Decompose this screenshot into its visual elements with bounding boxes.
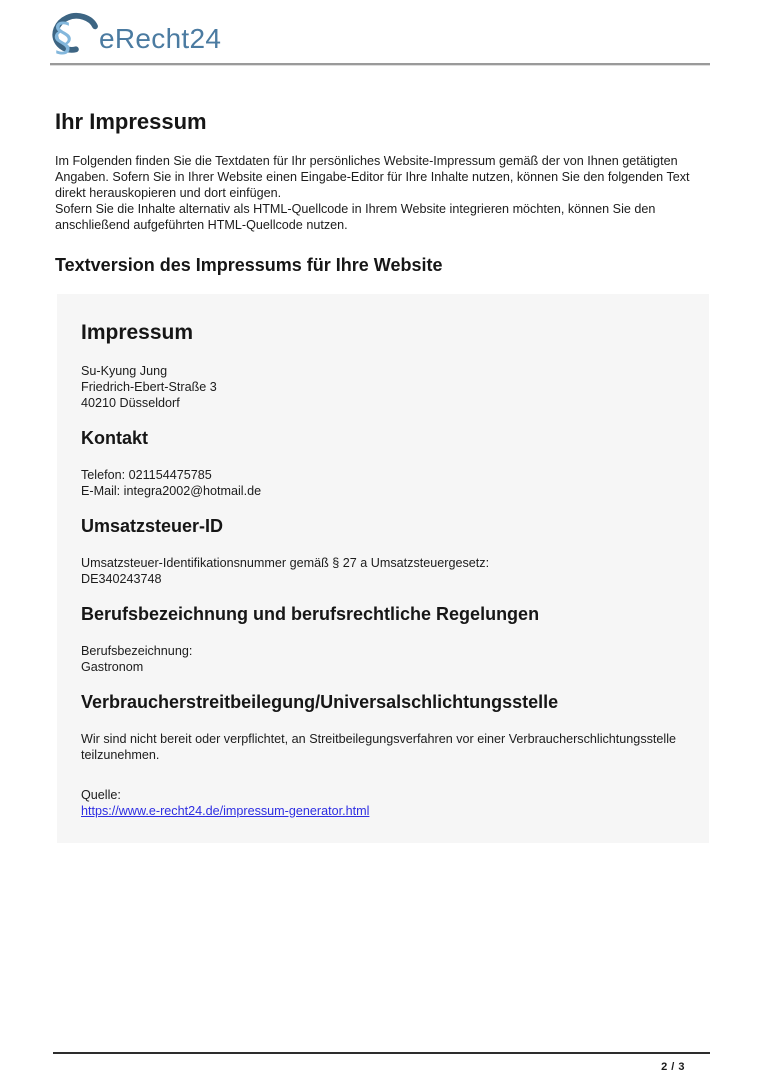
- quelle-label: Quelle:: [81, 788, 121, 802]
- kontakt-heading: Kontakt: [81, 428, 148, 448]
- logo-text: eRecht24: [99, 22, 222, 54]
- email-line: E-Mail: integra2002@hotmail.de: [81, 484, 262, 498]
- telefon-line: Telefon: 021154475785: [81, 468, 212, 482]
- umsatzsteuer-block: [81, 555, 685, 587]
- streitbeilegung-text: Wir sind nicht bereit oder verpflichtet, an Streitbeilegungsverfahren vor einer Verbraucherschlichtungsstelle teilzunehmen.: [81, 732, 677, 762]
- header: [50, 12, 710, 65]
- berufsbezeichnung-block: [81, 643, 685, 675]
- streitbeilegung-heading: Verbraucherstreitbeilegung/Universalschlichtungsstelle: [81, 692, 559, 712]
- intro-paragraph-1: Im Folgenden finden Sie die Textdaten für Ihr persönliches Website-Impressum gemäß der von Ihnen getätigten Angaben. Sofern Sie in Ihrer Website einen Eingabe-Editor für Ihre Inhalte nutzen, können Sie den folgenden Text direkt herauskopieren und dort einfügen.: [55, 154, 690, 200]
- umsatzsteuer-heading: Umsatzsteuer-ID: [81, 516, 224, 536]
- page-number: 2 / 3: [661, 1061, 685, 1073]
- berufsbezeichnung-heading: Berufsbezeichnung und berufsrechtliche Regelungen: [81, 604, 540, 624]
- main-content: [55, 109, 710, 843]
- berufsbezeichnung-label: Berufsbezeichnung:: [81, 644, 193, 658]
- intro-paragraph-2: Sofern Sie die Inhalte alternativ als HTML-Quellcode in Ihrem Website integrieren möchten, können Sie den anschließend aufgeführten HTML-Quellcode nutzen.: [55, 202, 656, 232]
- umsatzsteuer-law-line: Umsatzsteuer-Identifikationsnummer gemäß § 27 a Umsatzsteuergesetz:: [81, 556, 490, 570]
- umsatzsteuer-id-value: DE340243748: [81, 572, 162, 586]
- quelle-block: [81, 787, 685, 819]
- berufsbezeichnung-value: Gastronom: [81, 660, 144, 674]
- address-street: Friedrich-Ebert-Straße 3: [81, 380, 217, 394]
- impressum-generator-link[interactable]: https://www.e-recht24.de/impressum-generator.html: [81, 804, 370, 818]
- textversion-section-title: Textversion des Impressums für Ihre Website: [55, 255, 443, 275]
- page-title: Ihr Impressum: [55, 109, 207, 134]
- address-city: 40210 Düsseldorf: [81, 396, 180, 410]
- erecht24-logo: [50, 12, 710, 61]
- svg-text:§: §: [52, 16, 73, 56]
- impressum-box: [57, 294, 709, 843]
- address-name: Su-Kyung Jung: [81, 364, 168, 378]
- address-block: [81, 363, 685, 411]
- kontakt-block: [81, 467, 685, 499]
- impressum-heading: Impressum: [81, 321, 194, 344]
- paragraph-symbol-icon: [50, 12, 98, 61]
- footer: [53, 1052, 710, 1075]
- document-page: [0, 12, 763, 1092]
